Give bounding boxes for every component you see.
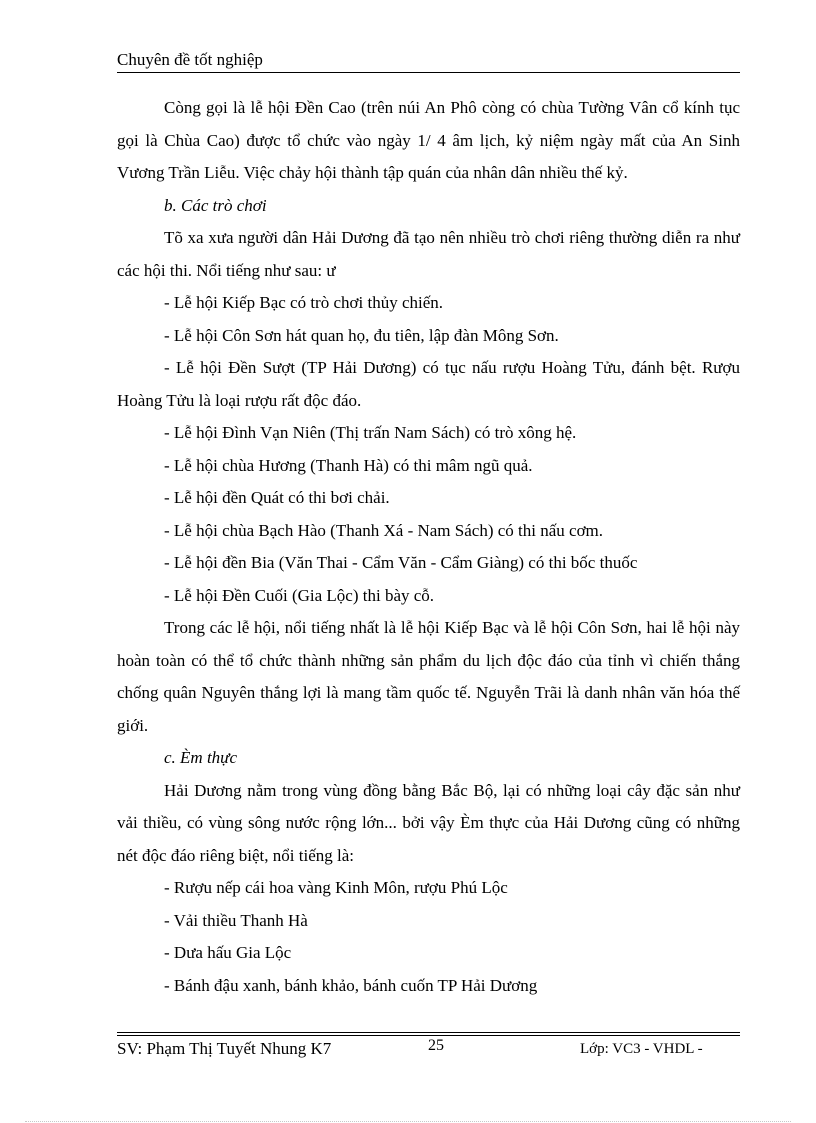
- list-item: - Lễ hội đền Bia (Văn Thai - Cẩm Văn - Cẩm Giàng) có thi bốc thuốc: [164, 553, 638, 572]
- footer-student-name: SV: Phạm Thị Tuyết Nhung K7: [117, 1039, 332, 1058]
- section-heading-tro-choi: b. Các trò chơi: [164, 195, 267, 215]
- footer-divider: [117, 1032, 740, 1033]
- list-item: - Dưa hấu Gia Lộc: [164, 943, 292, 962]
- list-item: - Lễ hội Kiếp Bạc có trò chơi thủy chiến.: [164, 293, 444, 312]
- list-item: - Lễ hội Đình Vạn Niên (Thị trấn Nam Sách) có trò xông hệ.: [164, 423, 577, 442]
- list-item: - Bánh đậu xanh, bánh khảo, bánh cuốn TP Hải Dương: [164, 975, 538, 995]
- list-item: - Lễ hội đền Quát có thi bơi chải.: [164, 488, 390, 507]
- section-heading-am-thuc: c. Èm thực: [164, 748, 237, 767]
- footer-divider: [117, 1035, 740, 1036]
- page-number: 25: [428, 1037, 444, 1054]
- paragraph-tro-choi-intro: Tõ xa xưa người dân Hải Dương đã tạo nên nhiều trò chơi riêng thường diễn ra như các hội thi. Nổi tiếng như sau: ư: [117, 228, 740, 280]
- page-bottom-edge: [25, 1121, 791, 1122]
- list-item: - Lễ hội chùa Bạch Hào (Thanh Xá - Nam Sách) có thi nấu cơm.: [164, 520, 604, 540]
- paragraph-kiep-bac-con-son: Trong các lễ hội, nổi tiếng nhất là lễ hội Kiếp Bạc và lễ hội Côn Sơn, hai lễ hội này hoàn toàn có thể tổ chức thành những sản phẩm du lịch độc đáo của tỉnh vì chiến thắng chống quân Nguyên thắng lợi là mang tầm quốc tế. Nguyễn Trãi là danh nhân văn hóa thế giới.: [117, 618, 740, 735]
- list-item: - Lễ hội Côn Sơn hát quan họ, đu tiên, lập đàn Mông Sơn.: [164, 325, 559, 345]
- list-item: - Lễ hội Đền Sượt (TP Hải Dương) có tục nấu rượu Hoàng Tửu, đánh bệt. Rượu Hoàng Tửu là loại rượu rất độc đáo.: [117, 358, 740, 410]
- document-body: [117, 92, 740, 1002]
- list-item: - Rượu nếp cái hoa vàng Kinh Môn, rượu Phú Lộc: [164, 878, 508, 897]
- paragraph-le-hoi-den-cao: Còng gọi là lễ hội Đền Cao (trên núi An Phô còng có chùa Tường Vân cổ kính tục gọi là Chùa Cao) được tổ chức vào ngày 1/ 4 âm lịch, kỷ niệm ngày mất của An Sinh Vương Trần Liễu. Việc chảy hội thành tập quán của nhân dân nhiều thế kỷ.: [117, 98, 740, 182]
- page-header: [117, 50, 740, 73]
- header-title: Chuyên đề tốt nghiệp: [117, 50, 263, 69]
- list-item: - Lễ hội chùa Hương (Thanh Hà) có thi mâm ngũ quả.: [164, 455, 533, 475]
- list-item: - Vải thiều Thanh Hà: [164, 910, 308, 930]
- paragraph-am-thuc-intro: Hải Dương nằm trong vùng đồng bằng Bắc Bộ, lại có những loại cây đặc sản như vải thiều, có vùng sông nước rộng lớn... bởi vậy Èm thực của Hải Dương cũng có những nét độc đáo riêng biệt, nổi tiếng là:: [117, 780, 740, 865]
- footer-class: Lớp: VC3 - VHDL -: [580, 1041, 703, 1057]
- list-item: - Lễ hội Đền Cuối (Gia Lộc) thi bày cỗ.: [164, 585, 435, 605]
